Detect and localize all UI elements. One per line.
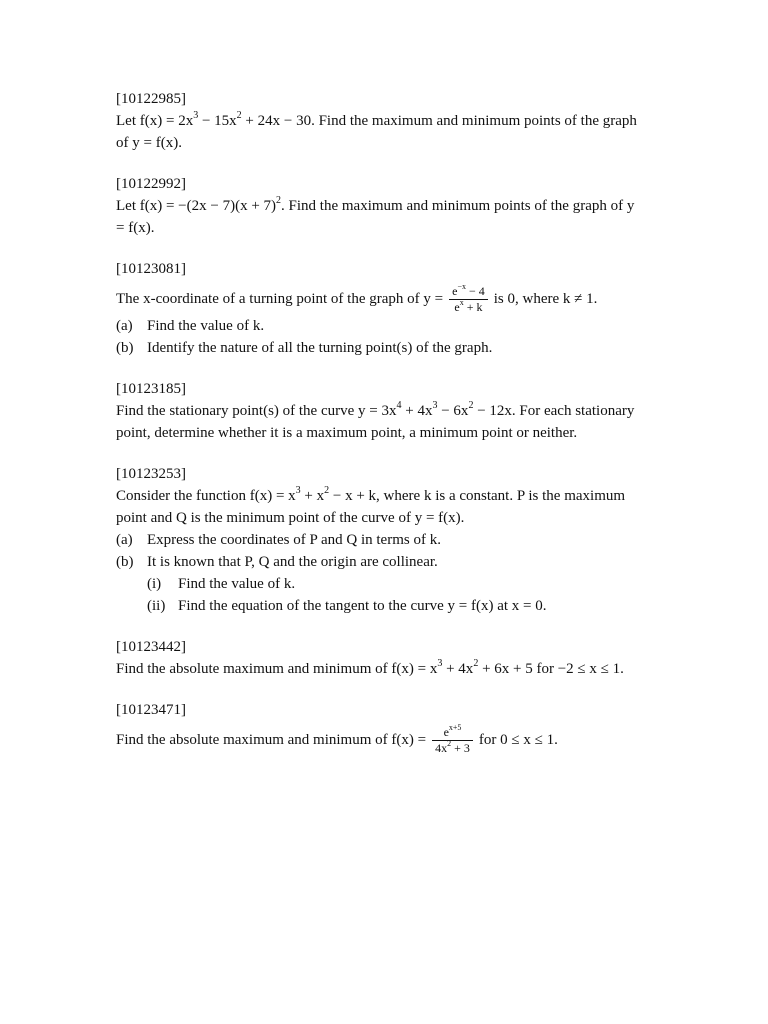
question-block	[116, 258, 656, 359]
question-block	[116, 378, 656, 444]
part-label: (a)	[116, 318, 133, 334]
question-block	[116, 636, 656, 680]
fraction	[449, 284, 488, 315]
question-text-line: Consider the function $f(x) = x^3 + x^2 - x + k$, where k is a constant. P is the maximum	[116, 485, 626, 504]
question-text-line: Find the stationary point(s) of the curve $y = 3x^4 + 4x^3 - 6x^2 - 12x$. For each stationary	[116, 400, 635, 419]
fraction	[432, 725, 473, 756]
part-label: (b)	[116, 340, 134, 356]
fraction-numerator: $e^{x+5}$	[443, 723, 462, 739]
question-id: [10123185]	[116, 381, 186, 397]
question-text-line: The x-coordinate of a turning point of the graph of y = $\frac{e^{-x} - 4}{e^x + k}$ is 0, where k ≠ 1.	[116, 282, 598, 314]
fraction-denominator: $e^x + k$	[454, 298, 483, 314]
question-id: [10123471]	[116, 702, 186, 718]
question-block	[116, 88, 656, 154]
question-text-line: Let $f(x) = 2x^3 - 15x^2 + 24x - 30$. Find the maximum and minimum points of the graph	[116, 110, 637, 129]
question-text-line: Let $f(x) = -(2x - 7)(x + 7)^2$. Find the maximum and minimum points of the graph of y	[116, 195, 635, 214]
part-text: Find the value of k.	[147, 318, 265, 334]
part-label: (b)	[116, 554, 134, 570]
question-part	[116, 337, 656, 359]
question-subpart	[116, 595, 656, 617]
question-block	[116, 173, 656, 239]
part-text: Express the coordinates of P and Q in terms of k.	[147, 532, 441, 548]
question-id: [10122985]	[116, 91, 186, 107]
subpart-label: (ii)	[147, 598, 166, 614]
question-id: [10122992]	[116, 176, 186, 192]
question-part	[116, 529, 656, 551]
question-block	[116, 699, 656, 756]
fraction-denominator: $4x^2 + 3$	[435, 739, 470, 755]
question-text-line: point and Q is the minimum point of the curve of y = f(x).	[116, 510, 465, 526]
question-text-line: of y = f(x).	[116, 135, 182, 151]
part-label: (a)	[116, 532, 133, 548]
subpart-label: (i)	[147, 576, 162, 592]
part-text: It is known that P, Q and the origin are collinear.	[147, 554, 438, 570]
question-text-line: Find the absolute maximum and minimum of f(x) = $\frac{e^{x+5}}{4x^2 + 3}$ for 0 ≤ x ≤ 1.	[116, 723, 558, 755]
part-text: Identify the nature of all the turning point(s) of the graph.	[147, 340, 493, 356]
fraction-numerator: $e^{-x} - 4$	[452, 282, 485, 298]
subpart-text: Find the equation of the tangent to the curve y = f(x) at x = 0.	[178, 598, 547, 614]
subpart-text: Find the value of k.	[178, 576, 296, 592]
question-part	[116, 315, 656, 337]
question-subpart	[116, 573, 656, 595]
question-text-line: = f(x).	[116, 220, 155, 236]
question-id: [10123442]	[116, 639, 186, 655]
worksheet	[116, 88, 656, 775]
question-part	[116, 551, 656, 573]
question-text-line: Find the absolute maximum and minimum of $f(x) = x^3 + 4x^2 + 6x + 5$ for −2 ≤ x ≤ 1.	[116, 658, 624, 677]
question-id: [10123253]	[116, 466, 186, 482]
question-text-line: point, determine whether it is a maximum point, a minimum point or neither.	[116, 425, 578, 441]
question-block	[116, 463, 656, 617]
question-id: [10123081]	[116, 261, 186, 277]
